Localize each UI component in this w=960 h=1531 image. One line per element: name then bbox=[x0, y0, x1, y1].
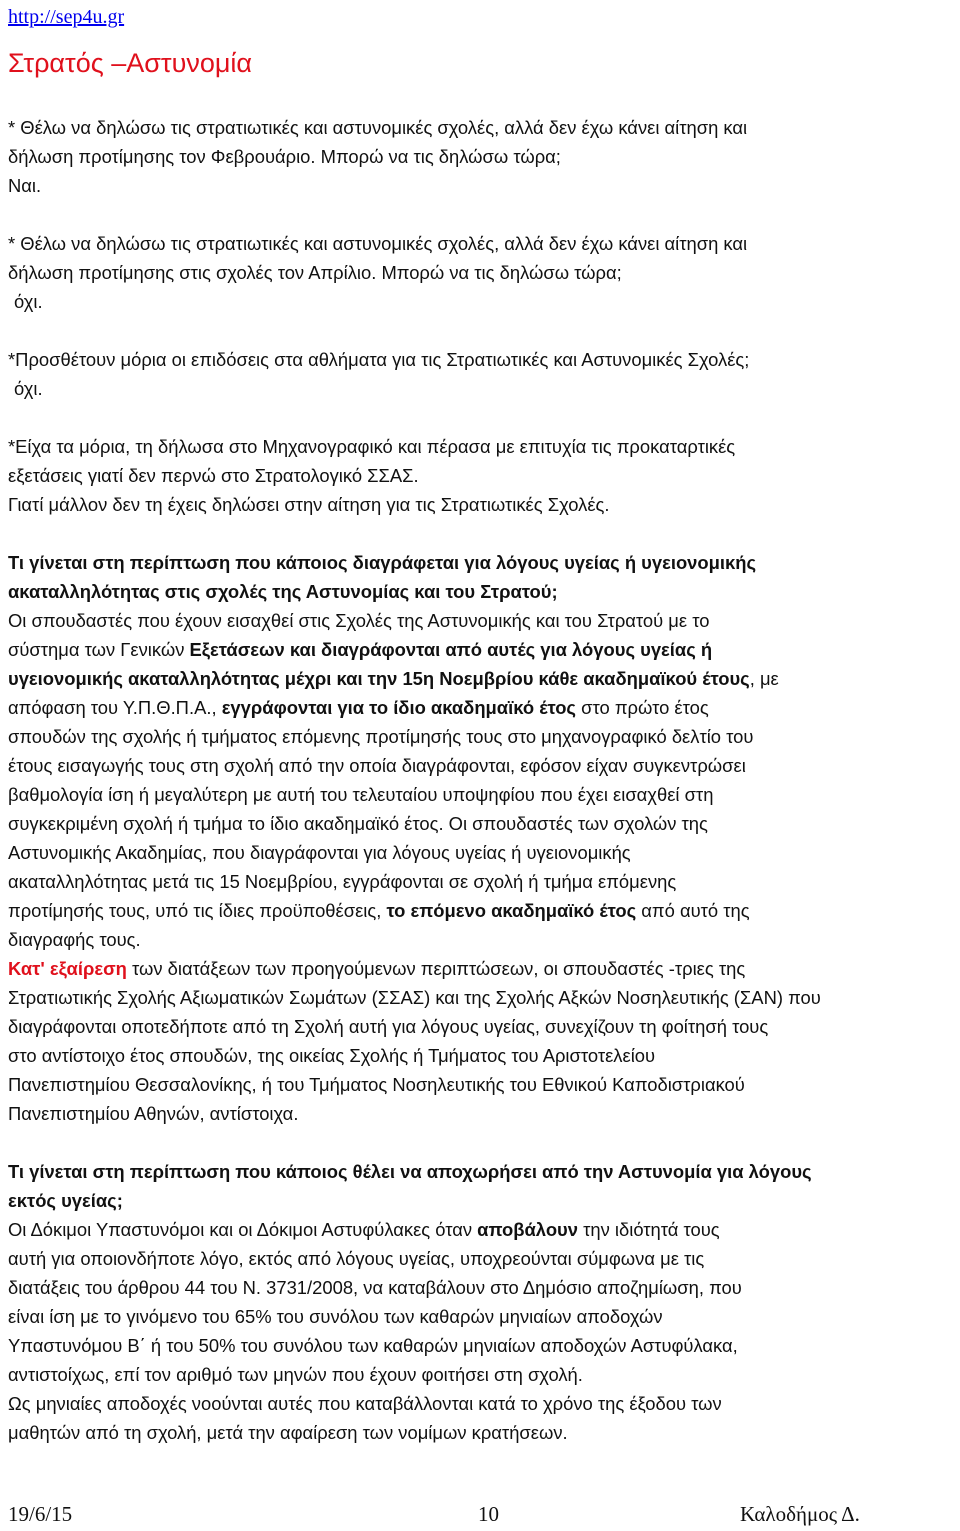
answer-2: όχι. bbox=[14, 291, 43, 312]
section-1-line-15: διαγράφονται οποτεδήποτε από τη Σχολή αυτή για λόγους υγείας, συνεχίζουν τη φοίτησή τους bbox=[8, 1016, 769, 1037]
section-1-line-16: στο αντίστοιχο έτος σπουδών, της οικείας Σχολής ή Τμήματος του Αριστοτελείου bbox=[8, 1045, 656, 1066]
section-1-heading-line-1: Τι γίνεται στη περίπτωση που κάποιος διαγράφεται για λόγους υγείας ή υγειονομικής bbox=[8, 552, 757, 573]
answer-4: Γιατί μάλλον δεν τη έχεις δηλώσει στην αίτηση για τις Στρατιωτικές Σχολές. bbox=[8, 494, 610, 515]
text-run: από αυτό της bbox=[641, 900, 750, 921]
answer-3: όχι. bbox=[14, 378, 43, 399]
text-run-bold: Εξετάσεων και διαγράφονται από αυτές για λόγους υγείας ή bbox=[189, 639, 713, 660]
section-1-line-6: έτους εισαγωγής τους στη σχολή από την οποία διαγράφονται, εφόσον είχαν συγκεντρώσει bbox=[8, 755, 746, 776]
question-3: *Προσθέτουν μόρια οι επιδόσεις στα αθλήματα για τις Στρατιωτικές και Αστυνομικές Σχολές; bbox=[8, 349, 750, 370]
section-1-line-9: Αστυνομικής Ακαδημίας, που διαγράφονται για λόγους υγείας ή υγειονομικής bbox=[8, 842, 631, 863]
section-1-line-5: σπουδών της σχολής ή τμήματος επόμενης προτίμησής τους στο μηχανογραφικό δελτίο του bbox=[8, 726, 754, 747]
section-2-line-6: αντιστοίχως, επί τον αριθμό των μηνών που έχουν φοιτήσει στη σχολή. bbox=[8, 1364, 583, 1385]
question-4-line-1: *Είχα τα μόρια, τη δήλωσα στο Μηχανογραφικό και πέρασα με επιτυχία τις προκαταρτικές bbox=[8, 436, 736, 457]
section-2-heading-line-2: εκτός υγείας; bbox=[8, 1190, 123, 1211]
section-2-line-2: αυτή για οποιονδήποτε λόγο, εκτός από λόγους υγείας, υποχρεούνται σύμφωνα με τις bbox=[8, 1248, 705, 1269]
text-run-bold: το επόμενο ακαδημαϊκό έτος bbox=[386, 900, 637, 921]
section-1-line-10: ακαταλληλότητας μετά τις 15 Νοεμβρίου, εγγράφονται σε σχολή ή τμήμα επόμενης bbox=[8, 871, 677, 892]
text-run: την ιδιότητά τους bbox=[583, 1219, 720, 1240]
section-1-line-3 bbox=[8, 668, 779, 690]
section-2-line-8: μαθητών από τη σχολή, μετά την αφαίρεση των νομίμων κρατήσεων. bbox=[8, 1422, 568, 1443]
text-run: απόφαση του Υ.Π.Θ.Π.Α., bbox=[8, 697, 217, 718]
text-run: των διατάξεων των προηγούμενων περιπτώσεων, οι σπουδαστές -τριες της bbox=[132, 958, 746, 979]
section-2-line-7: Ως μηνιαίες αποδοχές νοούνται αυτές που καταβάλλονται κατά το χρόνο της έξοδου των bbox=[8, 1393, 722, 1414]
section-1-line-2 bbox=[8, 639, 712, 661]
question-2-line-1: * Θέλω να δηλώσω τις στρατιωτικές και αστυνομικές σχολές, αλλά δεν έχω κάνει αίτηση και bbox=[8, 233, 748, 254]
section-2-line-5: Υπαστυνόμου Β΄ ή του 50% του συνόλου των καθαρών μηνιαίων αποδοχών Αστυφύλακα, bbox=[8, 1335, 738, 1356]
section-1-line-7: βαθμολογία ίση ή μεγαλύτερη με αυτή του τελευταίου υποψηφίου που έχει εισαχθεί στη bbox=[8, 784, 714, 805]
section-1-line-12: διαγραφής τους. bbox=[8, 929, 141, 950]
text-run-bold: αποβάλουν bbox=[477, 1219, 578, 1240]
section-2-heading-line-1: Τι γίνεται στη περίπτωση που κάποιος θέλει να αποχωρήσει από την Αστυνομία για λόγους bbox=[8, 1161, 812, 1182]
text-run: , με bbox=[749, 668, 779, 689]
exception-label: Κατ' εξαίρεση bbox=[8, 958, 127, 979]
section-1-line-17: Πανεπιστημίου Θεσσαλονίκης, ή του Τμήματος Νοσηλευτικής του Εθνικού Καποδιστριακού bbox=[8, 1074, 745, 1095]
section-1-heading-line-2: ακαταλληλότητας στις σχολές της Αστυνομίας και του Στρατού; bbox=[8, 581, 558, 602]
answer-1: Ναι. bbox=[8, 175, 42, 196]
source-link[interactable]: http://sep4u.gr bbox=[8, 6, 125, 28]
section-1-line-18: Πανεπιστημίου Αθηνών, αντίστοιχα. bbox=[8, 1103, 299, 1124]
text-run: στο πρώτο έτος bbox=[581, 697, 709, 718]
section-1-line-13 bbox=[8, 958, 745, 980]
page-title: Στρατός –Αστυνομία bbox=[8, 48, 253, 78]
section-1-line-1: Οι σπουδαστές που έχουν εισαχθεί στις Σχολές της Αστυνομικής και του Στρατού με το bbox=[8, 610, 710, 631]
section-2-line-4: είναι ίση με το γινόμενο του 65% του συνόλου των καθαρών μηνιαίων αποδοχών bbox=[8, 1306, 663, 1327]
footer-page-number: 10 bbox=[478, 1502, 499, 1526]
section-2-line-3: διατάξεις του άρθρου 44 του Ν. 3731/2008, να καταβάλουν στο Δημόσιο αποζημίωση, που bbox=[8, 1277, 742, 1298]
text-run: σύστημα των Γενικών bbox=[8, 639, 185, 660]
text-run: προτίμησής τους, υπό τις ίδιες προϋποθέσεις, bbox=[8, 900, 382, 921]
text-run-bold: υγειονομικής ακαταλληλότητας μέχρι και την 15η Νοεμβρίου κάθε ακαδημαϊκού έτους bbox=[8, 668, 750, 689]
section-1-line-8: συγκεκριμένη σχολή ή τμήμα το ίδιο ακαδημαϊκό έτος. Οι σπουδαστές των σχολών της bbox=[8, 813, 708, 834]
footer-date: 19/6/15 bbox=[8, 1502, 73, 1526]
text-run: Οι Δόκιμοι Υπαστυνόμοι και οι Δόκιμοι Αστυφύλακες όταν bbox=[8, 1219, 473, 1240]
question-1-line-1: * Θέλω να δηλώσω τις στρατιωτικές και αστυνομικές σχολές, αλλά δεν έχω κάνει αίτηση και bbox=[8, 117, 748, 138]
section-1-line-11 bbox=[8, 900, 750, 922]
question-2-line-2: δήλωση προτίμησης στις σχολές τον Απρίλιο. Μπορώ να τις δηλώσω τώρα; bbox=[8, 262, 622, 283]
question-1-line-2: δήλωση προτίμησης τον Φεβρουάριο. Μπορώ να τις δηλώσω τώρα; bbox=[8, 146, 561, 167]
question-4-line-2: εξετάσεις γιατί δεν περνώ στο Στρατολογικό ΣΣΑΣ. bbox=[8, 465, 419, 486]
section-1-line-4 bbox=[8, 697, 709, 719]
section-2-line-1 bbox=[8, 1219, 720, 1241]
section-1-line-14: Στρατιωτικής Σχολής Αξιωματικών Σωμάτων (ΣΣΑΣ) και της Σχολής Αξκών Νοσηλευτικής (ΣΑΝ) που bbox=[8, 987, 821, 1008]
text-run-bold: εγγράφονται για το ίδιο ακαδημαϊκό έτος bbox=[221, 697, 576, 718]
footer-author: Καλοδήμος Δ. bbox=[740, 1502, 860, 1526]
